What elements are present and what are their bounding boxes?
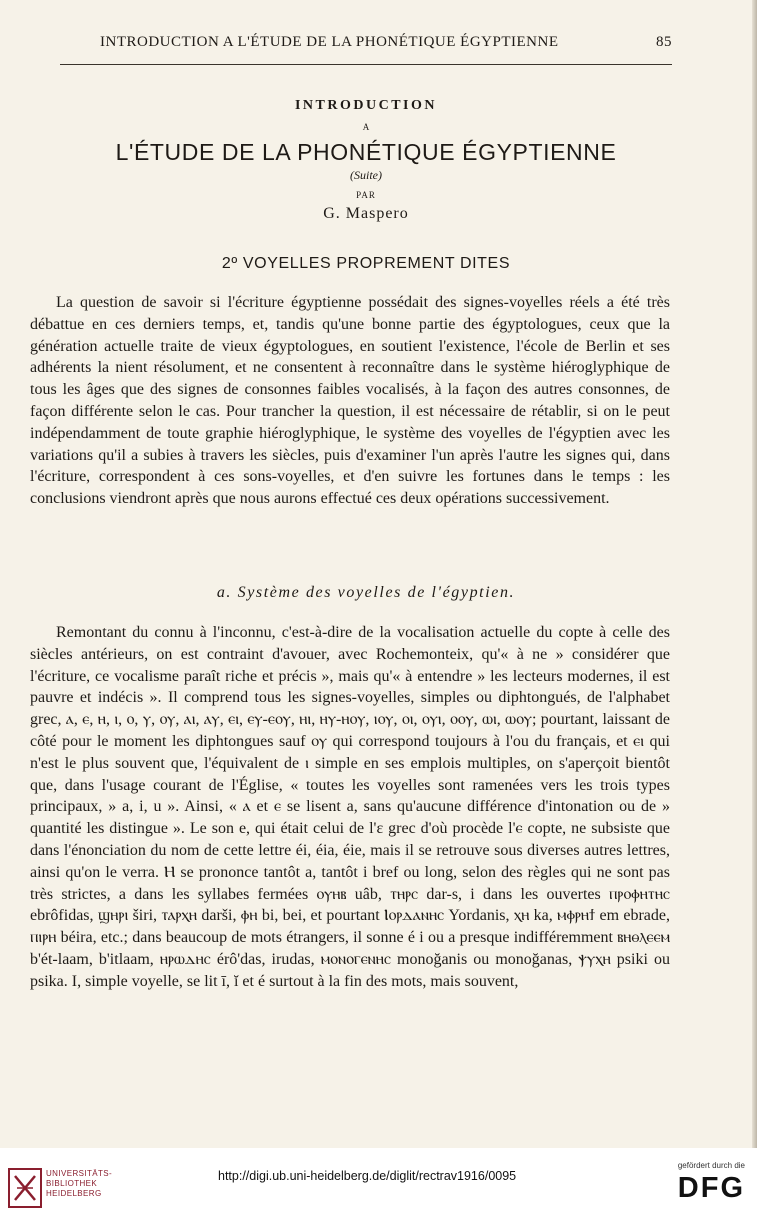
dfg-logo: DFG (677, 1172, 745, 1204)
article-author: G. Maspero (323, 205, 409, 222)
header-rule (60, 64, 672, 65)
library-line-1: UNIVERSITÄTS- (46, 1169, 113, 1178)
permalink-url[interactable]: http://digi.ub.uni-heidelberg.de/diglit/rectrav1916/0095 (218, 1169, 517, 1183)
university-library-logo-icon (8, 1168, 42, 1208)
page-number: 85 (656, 34, 672, 50)
section-heading: 2º VOYELLES PROPREMENT DITES (221, 255, 511, 272)
article-suite: (Suite) (350, 168, 382, 182)
funding-note: gefördert durch die (677, 1161, 745, 1170)
footer-bar (0, 1148, 757, 1215)
article-title-a: A (362, 122, 370, 132)
running-head-title: INTRODUCTION A L'ÉTUDE DE LA PHONÉTIQUE ÉGYPTIENNE (100, 34, 559, 50)
paragraph-1: La question de savoir si l'écriture égyptienne possédait des signes-voyelles réels a été très débattue en ces derniers temps, et, tandis qu'une bonne partie des égyptologues, ceux que la génération actuelle traite de vieux égyptologues, en soutient l'existence, l'école de Berlin et ses adhérents la nient résolument, et ne consentent à reconnaître dans le système hiéroglyphique de tous les âges que des signes de consonnes faibles vocalisés, à la façon des autres consonnes, de façon différente selon le cas. Pour trancher la question, il est nécessaire de rétablir, si on le peut indépendamment de toute graphie hiéroglyphique, le système des voyelles de l'égyptien avec les variations qu'il a subies à travers les siècles, puis d'examiner l'un après l'autre les signes qui, dans l'écriture, correspondent à ces sons-voyelles, et d'en suivre les fortunes dans le temps : les conclusions viendront après que nous aurons effectué ces deux opérations successivement. (30, 294, 670, 508)
paragraph-2: Remontant du connu à l'inconnu, c'est-à-dire de la vocalisation actuelle du copte à celle des siècles antérieurs, on est contraint d'avouer, avec Rochemonteix, qu'« à ne » considérer que l'écriture, ce vocalisme paraît riche et précis », mais qu'« à entendre » les lecteurs modernes, il est pauvre et indécis ». Il comprend tous les signes-voyelles, simples ou diphtongués, de l'alphabet grec, ⲁ, ⲉ, ⲏ, ⲓ, ⲟ, ⲩ, ⲟⲩ, ⲁⲓ, ⲁⲩ, ⲉⲓ, ⲉⲩ-ⲉⲟⲩ, ⲏⲓ, ⲏⲩ-ⲏⲟⲩ, ⲓⲟⲩ, ⲟⲓ, ⲟⲩⲓ, ⲟⲟⲩ, ⲱⲓ, ⲱⲟⲩ; pourtant, laissant de côté pour le moment les diphtongues sauf ⲟⲩ qui correspond toujours à l'ou du français, et ⲉⲓ qui n'est le plus souvent que, l'équivalent de ⲓ simple en ses emplois multiples, on s'aperçoit bientôt que, dans l'usage courant de l'Église, « toutes les voyelles sont ramenées vers les trois types principaux, » a, i, u ». Ainsi, « ⲁ et ⲉ se lisent a, sans qu'aucune différence d'intonation ou de » quantité les distingue ». Le son e, qui était celui de l'ε grec d'où procède l'ⲉ copte, ne subsiste que dans l'énonciation du nom de cette lettre éi, éia, éie, mais il se retrouve sous diverses autres lettres, ainsi qu'on le verra. Ⲏ se prononce tantôt a, tantôt i bref ou long, selon des règles qui ne sont pas très strictes, a dans les syllabes fermées ⲟⲩⲏⲃ uâb, ⲧⲏⲣⲥ dar-s, i dans les ouvertes ⲡⲣⲟⲫⲏⲧⲏⲥ ebrôfidas, ϣⲏⲣⲓ širi, ⲧⲁⲣⲭⲏ darši, ⲫⲏ bi, bei, et pourtant Ⲓⲟⲣⲇⲁⲛⲏⲥ Yordanis, ⲭⲏ ka, ⲙⲫⲣⲏϯ em ebrade, ⲡⲓⲣⲏ béira, etc.; dans beaucoup de mots étrangers, il sonne é i ou a presque indifféremment ⲃⲏⲑⲗⲉⲉⲙ b'ét-laam, b'itlaam, ⲏⲣⲱⲇⲏⲥ érô'das, irudas, ⲙⲟⲛⲟⲅⲉⲛⲏⲥ monoğanis ou monoğanas, ⲯⲩⲭⲏ psiki ou psika. I, simple voyelle, se lit ī, ĭ et é surtout à la fin des mots, mais souvent, (30, 624, 670, 990)
subsection-heading: a. Système des voyelles de l'égyptien. (216, 584, 516, 601)
library-line-3: HEIDELBERG (46, 1189, 102, 1198)
library-name (46, 1169, 112, 1199)
article-title-main: L'ÉTUDE DE LA PHONÉTIQUE ÉGYPTIENNE (115, 139, 617, 165)
article-title-intro: INTRODUCTION (294, 98, 437, 113)
article-par: PAR (356, 190, 376, 200)
page-edge (752, 0, 757, 1148)
library-line-2: BIBLIOTHEK (46, 1179, 98, 1188)
